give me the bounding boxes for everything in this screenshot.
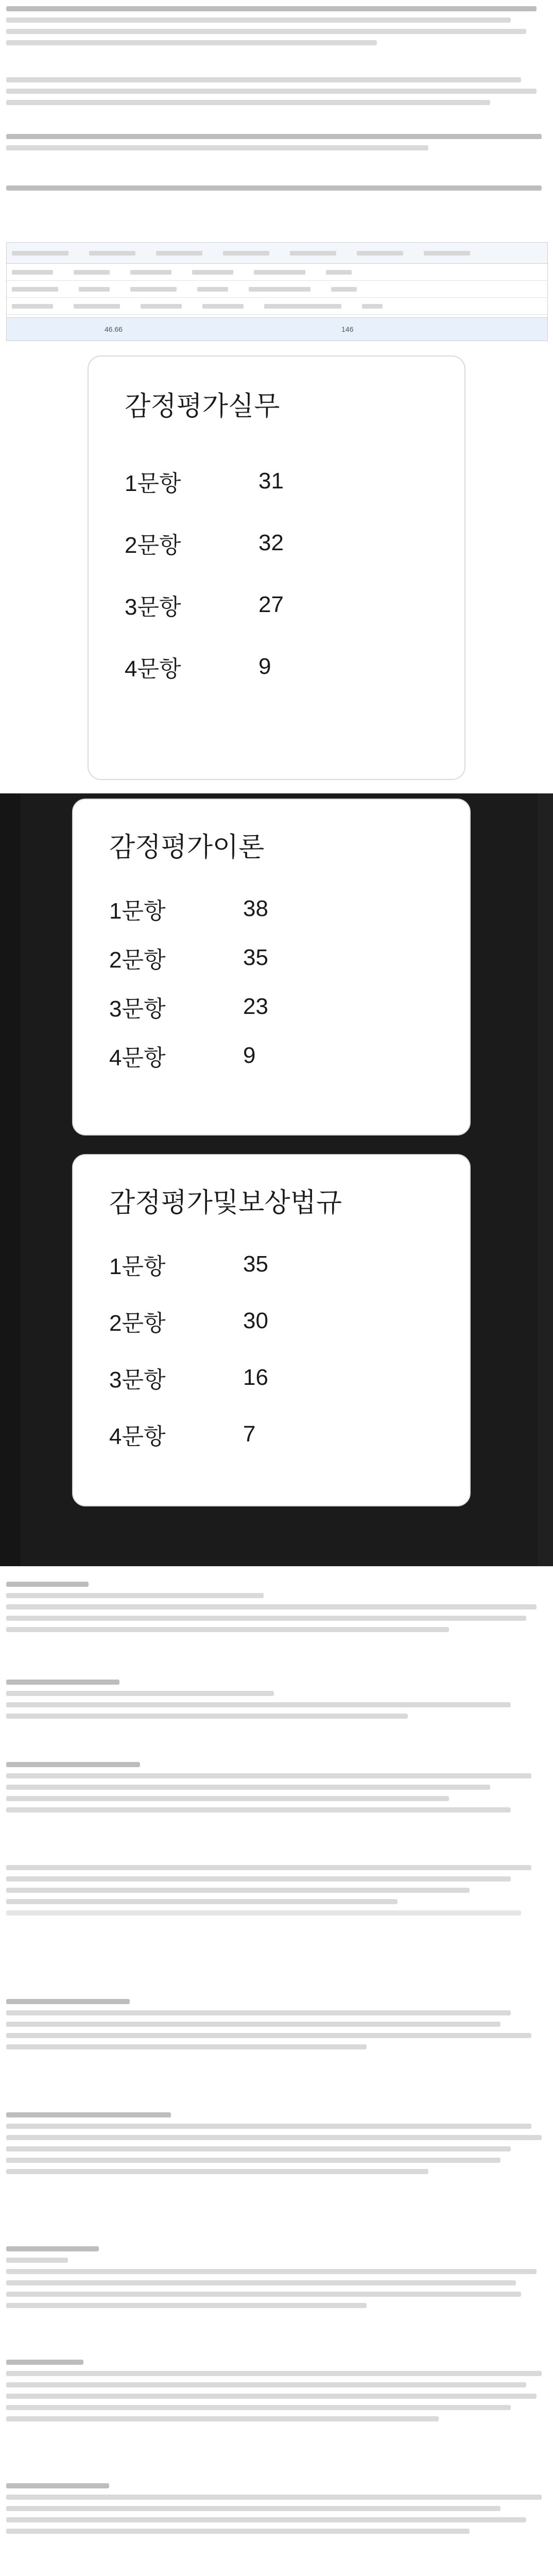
- score-row: [109, 941, 305, 974]
- score-row: [109, 1039, 305, 1072]
- score-row: [109, 1304, 305, 1337]
- question-score: 7: [243, 1421, 256, 1447]
- table-header: [7, 243, 547, 264]
- score-row: [109, 892, 305, 925]
- study-method-section-3: [6, 2483, 547, 2540]
- average-value: 46.66: [105, 325, 123, 333]
- score-card-1: [88, 355, 465, 780]
- score-row: [125, 527, 320, 560]
- question-score: 23: [243, 994, 268, 1019]
- study-period-section-6: [6, 2112, 547, 2180]
- table-row: [7, 298, 547, 315]
- question-score: 38: [243, 896, 268, 921]
- question-label: 3문항: [109, 996, 166, 1022]
- score-card-title: 감정평가및보상법규: [109, 1188, 342, 1218]
- question-label: 3문항: [109, 1367, 166, 1393]
- study-period-section-3: [6, 1762, 547, 1819]
- question-score: 9: [258, 654, 271, 679]
- table-row: [7, 264, 547, 281]
- intro-text-3: [6, 134, 547, 157]
- question-label: 2문항: [109, 947, 166, 973]
- study-period-section-5: [6, 1999, 547, 2056]
- score-card-title: 감정평가이론: [109, 832, 265, 863]
- score-row: [125, 465, 320, 498]
- score-row: [109, 1418, 305, 1451]
- score-row: [109, 1248, 305, 1281]
- total-value: 146: [341, 325, 354, 333]
- question-label: 1문항: [109, 1254, 166, 1279]
- question-label: 4문항: [109, 1045, 166, 1071]
- question-score: 35: [243, 1251, 268, 1277]
- question-label: 3문항: [125, 595, 181, 620]
- study-period-section: [6, 1582, 547, 1638]
- study-period-section-2: [6, 1680, 547, 1725]
- question-label: 2문항: [109, 1311, 166, 1336]
- question-label: 2문항: [125, 533, 181, 558]
- score-card-2: [72, 799, 471, 1136]
- table-footer: [7, 317, 547, 341]
- question-score: 16: [243, 1365, 268, 1390]
- dark-left-strip: [0, 793, 21, 1566]
- intro-text-4: [6, 185, 547, 197]
- score-row: [109, 990, 305, 1023]
- score-row: [125, 588, 320, 621]
- score-card-title: 감정평가실무: [125, 391, 280, 422]
- question-score: 32: [258, 530, 284, 555]
- study-method-section: [6, 2246, 547, 2314]
- question-score: 35: [243, 945, 268, 970]
- dark-right-strip: [538, 793, 553, 1566]
- study-method-section-2: [6, 2360, 547, 2428]
- question-label: 1문항: [109, 899, 166, 924]
- table-row: [7, 281, 547, 298]
- intro-text-2: [6, 77, 547, 111]
- score-summary-table: [6, 242, 548, 341]
- question-score: 30: [243, 1308, 268, 1333]
- study-period-section-4: [6, 1865, 547, 1922]
- question-label: 4문항: [109, 1424, 166, 1449]
- question-score: 9: [243, 1043, 256, 1068]
- question-label: 4문항: [125, 656, 181, 682]
- intro-text: [6, 6, 547, 52]
- score-row: [109, 1361, 305, 1394]
- question-score: 31: [258, 468, 284, 494]
- score-row: [125, 650, 320, 683]
- question-score: 27: [258, 592, 284, 617]
- question-label: 1문항: [125, 471, 181, 496]
- score-card-3: [72, 1154, 471, 1506]
